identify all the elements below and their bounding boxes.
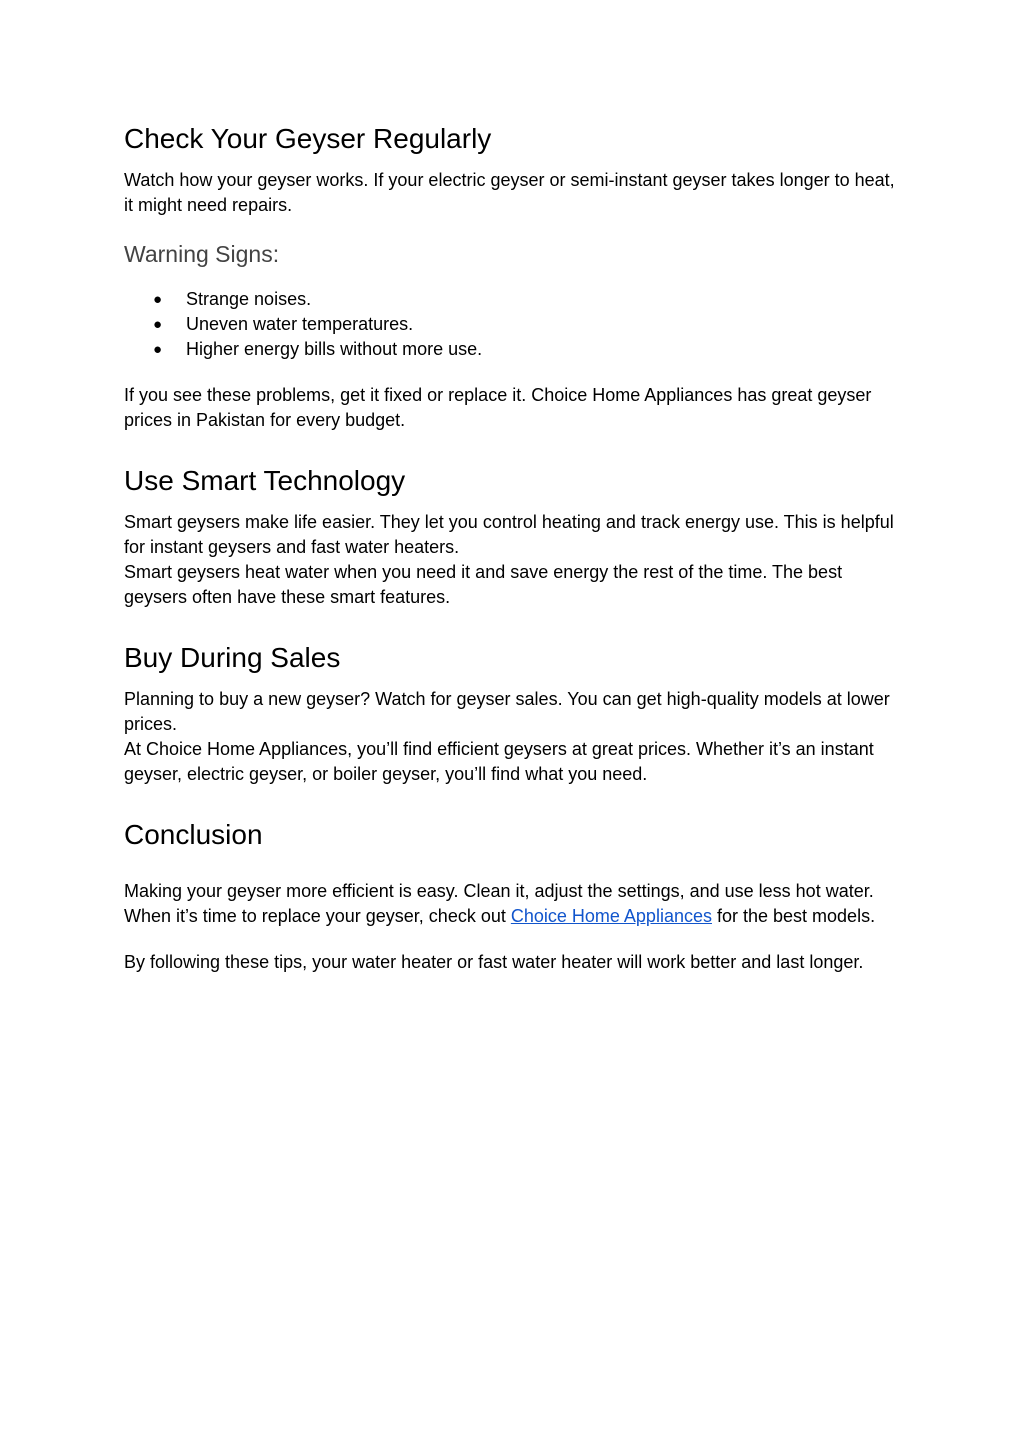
paragraph-conclusion-2: By following these tips, your water heater or fast water heater will work better and last longer. bbox=[124, 952, 864, 972]
paragraph-check-geyser-intro: Watch how your geyser works. If your electric geyser or semi-instant geyser takes longer to heat, it might need repairs. bbox=[124, 170, 895, 215]
heading-conclusion: Conclusion bbox=[124, 819, 263, 850]
choice-home-appliances-link[interactable]: Choice Home Appliances bbox=[510, 906, 712, 926]
paragraph-check-geyser-closing: If you see these problems, get it fixed or replace it. Choice Home Appliances has great geyser prices in Pakistan for every budget. bbox=[124, 385, 872, 430]
heading-check-geyser: Check Your Geyser Regularly bbox=[124, 123, 492, 154]
heading-buy-during-sales: Buy During Sales bbox=[124, 642, 341, 673]
list-item-text: Strange noises. bbox=[186, 289, 312, 309]
heading-smart-technology: Use Smart Technology bbox=[124, 465, 406, 496]
paragraph-sales-2: At Choice Home Appliances, you’ll find efficient geysers at great prices. Whether it’s an instant geyser, electric geyser, or boiler geyser, you’ll find what you need. bbox=[124, 739, 874, 784]
bullet-icon: ● bbox=[153, 341, 163, 358]
paragraph-smart-technology-1: Smart geysers make life easier. They let you control heating and track energy use. This is helpful for instant geysers and fast water heaters. bbox=[124, 512, 894, 557]
conclusion-text-after-link: for the best models. bbox=[711, 906, 876, 926]
document-page bbox=[124, 121, 904, 975]
bullet-icon: ● bbox=[153, 291, 163, 308]
paragraph-conclusion-1 bbox=[124, 879, 904, 929]
paragraph-smart-technology-2: Smart geysers heat water when you need it and save energy the rest of the time. The best geysers often have these smart features. bbox=[124, 562, 843, 607]
bullet-icon: ● bbox=[153, 316, 163, 333]
list-item bbox=[124, 312, 904, 337]
list-item-text: Higher energy bills without more use. bbox=[186, 339, 483, 359]
conclusion-text-before-link: Making your geyser more efficient is easy. Clean it, adjust the settings, and use less hot water. When it’s time to replace your geyser, check out bbox=[124, 881, 874, 926]
warning-signs-list bbox=[124, 287, 904, 362]
paragraph-sales-1: Planning to buy a new geyser? Watch for geyser sales. You can get high-quality models at lower prices. bbox=[124, 689, 890, 734]
list-item bbox=[124, 337, 904, 362]
list-item bbox=[124, 287, 904, 312]
list-item-text: Uneven water temperatures. bbox=[186, 314, 414, 334]
subheading-warning-signs: Warning Signs: bbox=[124, 241, 280, 267]
